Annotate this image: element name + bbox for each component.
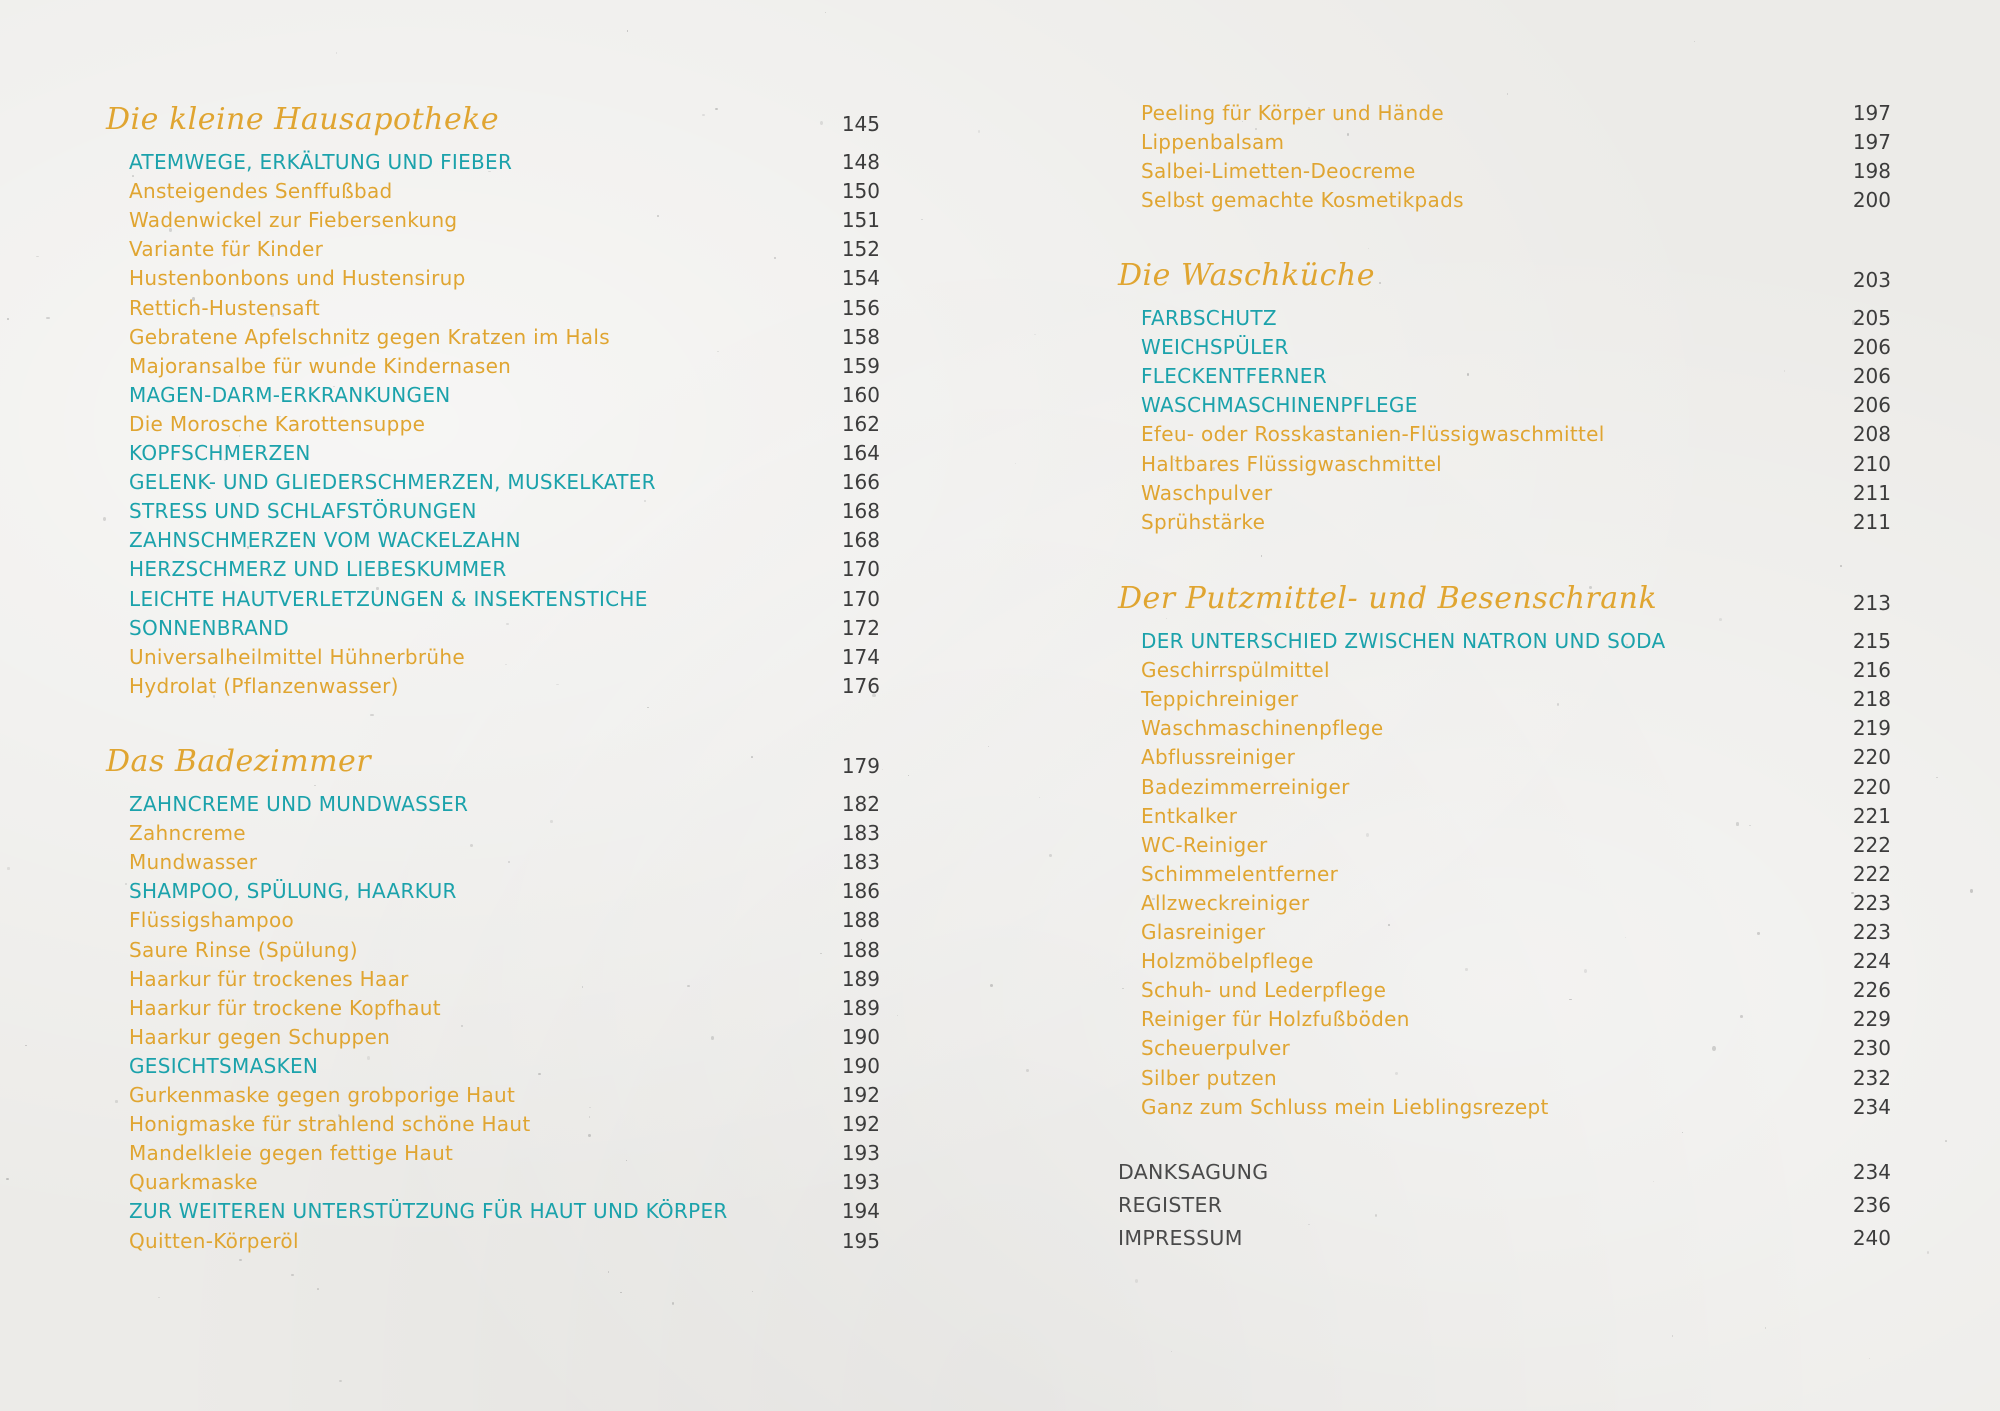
- paper-fleck: [370, 714, 373, 716]
- toc-section[interactable]: [1000, 629, 2000, 658]
- toc-recipe[interactable]: [0, 354, 1000, 383]
- entry-label: Schuh- und Lederpflege: [1141, 978, 1387, 1003]
- entry-label: Haltbares Flüssigwaschmittel: [1141, 451, 1443, 476]
- page-number: 215: [1852, 629, 1891, 653]
- toc-recipe[interactable]: [1000, 101, 2000, 130]
- entry-label: Mundwasser: [129, 850, 258, 875]
- toc-section[interactable]: [0, 499, 1000, 528]
- page-number: 148: [841, 150, 880, 174]
- entry-label: Geschirrspülmittel: [1141, 658, 1330, 683]
- toc-recipe[interactable]: [0, 996, 1000, 1025]
- page-number: 232: [1852, 1065, 1891, 1090]
- page-number: 162: [841, 411, 880, 436]
- toc-recipe[interactable]: [0, 208, 1000, 237]
- toc-recipe[interactable]: [0, 237, 1000, 266]
- chapter-page-number: 145: [841, 112, 880, 136]
- page-number: 194: [841, 1199, 880, 1224]
- page-number: 224: [1852, 949, 1891, 974]
- toc-section[interactable]: [1000, 364, 2000, 393]
- toc-recipe[interactable]: [1000, 804, 2000, 833]
- page-number: 198: [1852, 159, 1891, 184]
- page-number: 189: [841, 995, 880, 1020]
- toc-recipe[interactable]: [1000, 658, 2000, 687]
- toc-recipe[interactable]: [1000, 862, 2000, 891]
- entry-label: Hustenbonbons und Hustensirup: [129, 266, 466, 291]
- page-number: 219: [1852, 716, 1891, 741]
- toc-recipe[interactable]: [1000, 130, 2000, 159]
- page-number: 221: [1852, 803, 1891, 828]
- page-number: 208: [1852, 422, 1891, 447]
- entry-label: Waschmaschinenpflege: [1141, 716, 1384, 741]
- entry-label: Selbst gemachte Kosmetikpads: [1141, 188, 1464, 213]
- paper-fleck: [339, 1380, 342, 1382]
- toc-recipe[interactable]: [1000, 978, 2000, 1007]
- entry-label: Universalheilmittel Hühnerbrühe: [129, 644, 465, 669]
- page-number: 182: [841, 792, 880, 816]
- entry-label: HERZSCHMERZ UND LIEBESKUMMER: [129, 557, 507, 582]
- toc-recipe[interactable]: [1000, 1036, 2000, 1065]
- page-number: 183: [841, 850, 880, 875]
- entry-label: LEICHTE HAUTVERLETZUNGEN & INSEKTENSTICHE: [129, 586, 648, 611]
- paper-fleck: [317, 1288, 319, 1290]
- toc-section[interactable]: [1000, 335, 2000, 364]
- toc-backmatter[interactable]: [1000, 1226, 2000, 1255]
- toc-recipe[interactable]: [1000, 949, 2000, 978]
- toc-recipe[interactable]: [0, 179, 1000, 208]
- page-number: 229: [1852, 1007, 1891, 1032]
- toc-section[interactable]: [0, 150, 1000, 179]
- toc-recipe[interactable]: [0, 674, 1000, 703]
- entry-label: Wadenwickel zur Fiebersenkung: [129, 208, 458, 233]
- page-number: 216: [1852, 658, 1891, 683]
- paper-fleck: [1869, 1358, 1870, 1359]
- toc-backmatter[interactable]: [1000, 1160, 2000, 1189]
- toc-recipe[interactable]: [0, 412, 1000, 441]
- paper-fleck: [752, 1291, 753, 1292]
- paper-fleck: [608, 1271, 610, 1273]
- toc-recipe[interactable]: [1000, 1066, 2000, 1095]
- paper-fleck: [1261, 555, 1263, 557]
- page-number: 220: [1852, 774, 1891, 799]
- paper-fleck: [1672, 1335, 1673, 1336]
- entry-label: ZUR WEITEREN UNTERSTÜTZUNG FÜR HAUT UND KÖRPER: [129, 1199, 728, 1224]
- toc-recipe[interactable]: [1000, 920, 2000, 949]
- toc-recipe[interactable]: [0, 645, 1000, 674]
- chapter-page-number: 213: [1852, 591, 1891, 615]
- page-number: 211: [1852, 509, 1891, 534]
- toc-recipe[interactable]: [1000, 452, 2000, 481]
- entry-label: Ganz zum Schluss mein Lieblingsrezept: [1141, 1094, 1549, 1119]
- entry-label: Saure Rinse (Spülung): [129, 937, 358, 962]
- entry-label: ZAHNCREME UND MUNDWASSER: [129, 792, 469, 816]
- toc-section[interactable]: [0, 383, 1000, 412]
- paper-fleck: [1135, 1279, 1138, 1283]
- entry-label: Abflussreiniger: [1141, 745, 1296, 770]
- page-number: 160: [841, 382, 880, 407]
- entry-label: KOPFSCHMERZEN: [129, 441, 311, 465]
- toc-recipe[interactable]: [0, 908, 1000, 937]
- paper-fleck: [672, 1302, 674, 1305]
- toc-section[interactable]: [0, 792, 1000, 821]
- toc-section[interactable]: [0, 557, 1000, 586]
- page-number: 205: [1852, 306, 1891, 330]
- paper-fleck: [1682, 1132, 1683, 1133]
- page-number: 226: [1852, 978, 1891, 1003]
- page-number: 159: [841, 353, 880, 378]
- toc-recipe[interactable]: [1000, 422, 2000, 451]
- entry-label: Waschpulver: [1141, 480, 1273, 505]
- chapter-title: Der Putzmittel- und Besenschrank: [1118, 581, 1658, 616]
- paper-fleck: [158, 1297, 160, 1299]
- chapter-heading[interactable]: [1000, 581, 2000, 616]
- paper-fleck: [1166, 618, 1167, 619]
- toc-section[interactable]: [0, 470, 1000, 499]
- entry-label: FARBSCHUTZ: [1141, 306, 1277, 330]
- toc-recipe[interactable]: [1000, 687, 2000, 716]
- page-number: 223: [1852, 920, 1891, 944]
- entry-label: REGISTER: [1118, 1193, 1223, 1217]
- entry-label: Sprühstärke: [1141, 509, 1266, 534]
- entry-label: WEICHSPÜLER: [1141, 335, 1289, 360]
- page-number: 193: [841, 1170, 880, 1195]
- toc-recipe[interactable]: [1000, 716, 2000, 745]
- entry-label: Holzmöbelpflege: [1141, 949, 1314, 974]
- page-number: 192: [841, 1112, 880, 1137]
- paper-fleck: [647, 707, 648, 708]
- entry-label: WASCHMASCHINENPFLEGE: [1141, 393, 1418, 418]
- page-number: 150: [841, 179, 880, 204]
- entry-label: Entkalker: [1141, 803, 1238, 828]
- toc-recipe[interactable]: [1000, 1095, 2000, 1124]
- paper-fleck: [1719, 618, 1722, 621]
- entry-label: FLECKENTFERNER: [1141, 364, 1327, 389]
- paper-fleck: [314, 785, 316, 787]
- page-number: 158: [841, 324, 880, 349]
- page-number: 151: [841, 208, 880, 233]
- toc-section[interactable]: [1000, 393, 2000, 422]
- toc-section[interactable]: [0, 441, 1000, 470]
- page-number: 188: [841, 908, 880, 933]
- entry-label: Gurkenmaske gegen grobporige Haut: [129, 1083, 516, 1107]
- entry-label: Majoransalbe für wunde Kindernasen: [129, 353, 512, 378]
- page-number: 168: [841, 528, 880, 553]
- entry-label: Lippenbalsam: [1141, 130, 1285, 155]
- entry-label: Quitten-Körperöl: [129, 1228, 299, 1253]
- toc-section[interactable]: [1000, 306, 2000, 335]
- toc-section[interactable]: [0, 587, 1000, 616]
- page-number: 200: [1852, 188, 1891, 213]
- page-number: 222: [1852, 861, 1891, 886]
- entry-label: Flüssigshampoo: [129, 908, 295, 933]
- page-number: 206: [1852, 364, 1891, 389]
- entry-label: Schimmelentferner: [1141, 861, 1339, 886]
- page-number: 188: [841, 937, 880, 962]
- chapter-page-number: 179: [841, 754, 880, 778]
- page-number: 189: [841, 966, 880, 991]
- toc-recipe[interactable]: [0, 1112, 1000, 1141]
- page-number: 218: [1852, 687, 1891, 712]
- paper-fleck: [1765, 1327, 1767, 1329]
- entry-label: Honigmaske für strahlend schöne Haut: [129, 1112, 531, 1137]
- entry-label: MAGEN-DARM-ERKRANKUNGEN: [129, 382, 451, 407]
- toc-recipe[interactable]: [0, 1025, 1000, 1054]
- page-number: 230: [1852, 1036, 1891, 1061]
- entry-label: ZAHNSCHMERZEN VOM WACKELZAHN: [129, 528, 521, 553]
- entry-label: Haarkur für trockenes Haar: [129, 966, 409, 991]
- entry-label: SONNENBRAND: [129, 615, 290, 640]
- toc-recipe[interactable]: [0, 850, 1000, 879]
- page-number: 154: [841, 266, 880, 291]
- page-number: 192: [841, 1083, 880, 1107]
- chapter-title: Die Waschküche: [1118, 258, 1375, 293]
- page-number: 223: [1852, 890, 1891, 915]
- entry-label: STRESS UND SCHLAFSTÖRUNGEN: [129, 499, 477, 524]
- page-number: 186: [841, 879, 880, 904]
- toc-recipe[interactable]: [0, 296, 1000, 325]
- paper-fleck: [1507, 93, 1508, 94]
- entry-label: GELENK- UND GLIEDERSCHMERZEN, MUSKELKATER: [129, 470, 656, 495]
- page-number: 170: [841, 586, 880, 611]
- toc-recipe[interactable]: [0, 821, 1000, 850]
- page-number: 236: [1852, 1193, 1891, 1217]
- toc-recipe[interactable]: [1000, 159, 2000, 188]
- page-number: 190: [841, 1053, 880, 1078]
- paper-fleck: [1368, 248, 1370, 249]
- toc-recipe[interactable]: [1000, 1007, 2000, 1036]
- page-number: 183: [841, 821, 880, 846]
- page-number: 197: [1852, 130, 1891, 155]
- toc-recipe[interactable]: [0, 1170, 1000, 1199]
- entry-label: Scheuerpulver: [1141, 1036, 1291, 1061]
- entry-label: Badezimmerreiniger: [1141, 774, 1350, 799]
- toc-recipe[interactable]: [1000, 775, 2000, 804]
- page-number: 168: [841, 499, 880, 524]
- page-number: 210: [1852, 451, 1891, 476]
- chapter-heading[interactable]: [1000, 258, 2000, 293]
- paper-fleck: [627, 30, 629, 32]
- toc-backmatter[interactable]: [1000, 1193, 2000, 1222]
- paper-fleck: [1171, 1351, 1172, 1353]
- entry-label: SHAMPOO, SPÜLUNG, HAARKUR: [129, 879, 457, 904]
- toc-recipe[interactable]: [1000, 891, 2000, 920]
- paper-fleck: [620, 1292, 622, 1293]
- page-number: 170: [841, 557, 880, 582]
- page-number: 152: [841, 237, 880, 262]
- toc-section[interactable]: [0, 1054, 1000, 1083]
- toc-recipe[interactable]: [0, 938, 1000, 967]
- page-number: 156: [841, 295, 880, 320]
- toc-recipe[interactable]: [1000, 745, 2000, 774]
- paper-fleck: [1945, 1140, 1947, 1142]
- entry-label: Variante für Kinder: [129, 237, 324, 262]
- entry-label: Haarkur für trockene Kopfhaut: [129, 995, 441, 1020]
- paper-fleck: [825, 12, 826, 13]
- page-number: 240: [1852, 1226, 1891, 1250]
- entry-label: Zahncreme: [129, 821, 246, 846]
- toc-recipe[interactable]: [1000, 833, 2000, 862]
- entry-label: DER UNTERSCHIED ZWISCHEN NATRON UND SODA: [1141, 629, 1666, 653]
- page-number: 220: [1852, 745, 1891, 770]
- entry-label: Die Morosche Karottensuppe: [129, 411, 426, 436]
- entry-label: DANKSAGUNG: [1118, 1160, 1269, 1184]
- toc-section[interactable]: [0, 1199, 1000, 1228]
- paper-fleck: [336, 52, 338, 54]
- entry-label: GESICHTSMASKEN: [129, 1053, 319, 1078]
- paper-fleck: [1840, 565, 1841, 567]
- entry-label: Teppichreiniger: [1141, 687, 1299, 712]
- page-number: 190: [841, 1024, 880, 1049]
- page-number: 234: [1852, 1160, 1891, 1184]
- paper-fleck: [988, 746, 989, 747]
- page-number: 206: [1852, 393, 1891, 418]
- entry-label: Hydrolat (Pflanzenwasser): [129, 673, 399, 698]
- chapter-heading[interactable]: [0, 744, 1000, 779]
- paper-fleck: [1694, 41, 1695, 43]
- toc-recipe[interactable]: [0, 967, 1000, 996]
- entry-label: Gebratene Apfelschnitz gegen Kratzen im Hals: [129, 324, 610, 349]
- toc-recipe[interactable]: [1000, 481, 2000, 510]
- entry-label: Reiniger für Holzfußböden: [1141, 1007, 1410, 1032]
- page-number: 164: [841, 441, 880, 465]
- entry-label: Mandelkleie gegen fettige Haut: [129, 1141, 454, 1166]
- entry-label: Efeu- oder Rosskastanien-Flüssigwaschmittel: [1141, 422, 1605, 447]
- chapter-heading[interactable]: [0, 102, 1000, 137]
- page-number: 174: [841, 644, 880, 669]
- page-number: 195: [841, 1228, 880, 1253]
- toc-recipe[interactable]: [1000, 188, 2000, 217]
- entry-label: Glasreiniger: [1141, 920, 1266, 944]
- paper-fleck: [239, 1259, 241, 1261]
- toc-section[interactable]: [0, 528, 1000, 557]
- toc-recipe[interactable]: [0, 325, 1000, 354]
- page-number: 206: [1852, 335, 1891, 360]
- paper-fleck: [291, 1274, 293, 1277]
- entry-label: Allzweckreiniger: [1141, 890, 1310, 915]
- page-number: 166: [841, 470, 880, 495]
- page-number: 193: [841, 1141, 880, 1166]
- toc-recipe[interactable]: [0, 1229, 1000, 1258]
- entry-label: Quarkmaske: [129, 1170, 258, 1195]
- entry-label: Rettich-Hustensaft: [129, 295, 320, 320]
- chapter-page-number: 203: [1852, 268, 1891, 292]
- toc-section[interactable]: [0, 616, 1000, 645]
- entry-label: IMPRESSUM: [1118, 1226, 1243, 1250]
- entry-label: Salbei-Limetten-Deocreme: [1141, 159, 1416, 184]
- entry-label: Peeling für Körper und Hände: [1141, 101, 1445, 125]
- toc-recipe[interactable]: [1000, 510, 2000, 539]
- page-number: 234: [1852, 1094, 1891, 1119]
- toc-recipe[interactable]: [0, 1141, 1000, 1170]
- toc-section[interactable]: [0, 879, 1000, 908]
- entry-label: ATEMWEGE, ERKÄLTUNG UND FIEBER: [129, 150, 513, 174]
- page-number: 176: [841, 673, 880, 698]
- entry-label: Ansteigendes Senffußbad: [129, 179, 393, 204]
- page-number: 211: [1852, 480, 1891, 505]
- chapter-title: Das Badezimmer: [106, 744, 372, 779]
- entry-label: WC-Reiniger: [1141, 832, 1268, 857]
- page-number: 222: [1852, 832, 1891, 857]
- page-number: 172: [841, 615, 880, 640]
- chapter-title: Die kleine Hausapotheke: [106, 102, 500, 137]
- entry-label: Silber putzen: [1141, 1065, 1277, 1090]
- toc-recipe[interactable]: [0, 266, 1000, 295]
- page-number: 197: [1852, 101, 1891, 125]
- entry-label: Haarkur gegen Schuppen: [129, 1024, 391, 1049]
- toc-recipe[interactable]: [0, 1083, 1000, 1112]
